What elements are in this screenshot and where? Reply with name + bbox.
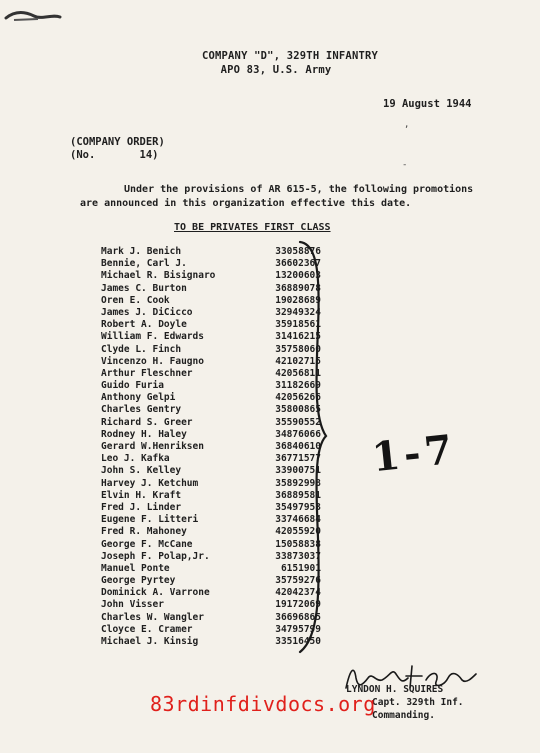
section-title: TO BE PRIVATES FIRST CLASS [174, 222, 331, 233]
body-paragraph-line-2: are announced in this organization effective this date. [80, 198, 412, 209]
signatory-title: Capt. 329th Inf. [372, 697, 464, 708]
roster-row [101, 453, 321, 465]
roster-row [101, 502, 321, 514]
soldier-name: Elvin H. Kraft [101, 489, 182, 501]
soldier-name: Guido Furia [101, 380, 164, 392]
soldier-name: Clyde L. Finch [101, 343, 182, 355]
roster-row [101, 319, 321, 331]
promotion-roster [101, 246, 321, 648]
soldier-name: Bennie, Carl J. [101, 258, 187, 270]
soldier-name: James J. DiCicco [101, 306, 193, 318]
serial-number: 33746684 [275, 514, 321, 526]
roster-row [101, 539, 321, 551]
roster-row [101, 307, 321, 319]
soldier-name: Harvey J. Ketchum [101, 477, 199, 489]
roster-row [101, 441, 321, 453]
roster-row [101, 490, 321, 502]
soldier-name: Dominick A. Varrone [101, 587, 210, 599]
serial-number: 15058838 [275, 538, 321, 550]
soldier-name: George F. McCane [101, 538, 193, 550]
scan-mark: , [404, 120, 410, 130]
soldier-name: Eugene F. Litteri [101, 514, 199, 526]
roster-row [101, 465, 321, 477]
serial-number: 36771577 [275, 453, 321, 465]
handwritten-brace-icon [296, 238, 336, 658]
serial-number: 36840610 [275, 441, 321, 452]
serial-number: 36889078 [275, 282, 321, 294]
soldier-name: John Visser [101, 599, 164, 611]
serial-number: 36889581 [275, 489, 321, 501]
scan-mark: - [402, 160, 408, 170]
serial-number: 42102715 [275, 355, 321, 367]
body-paragraph-line-1: Under the provisions of AR 615-5, the following promotions [124, 184, 474, 195]
serial-number: 42055920 [275, 526, 321, 538]
serial-number: 13200603 [275, 270, 321, 282]
serial-number: 33058876 [275, 246, 321, 257]
company-header: COMPANY "D", 329TH INFANTRY [201, 50, 379, 62]
soldier-name: Cloyce E. Cramer [101, 623, 193, 635]
serial-number: 35892998 [275, 477, 321, 489]
soldier-name: Fred R. Mahoney [101, 526, 187, 538]
serial-number: 19172069 [275, 599, 321, 611]
soldier-name: Fred J. Linder [101, 501, 182, 513]
soldier-name: Michael J. Kinsig [101, 636, 199, 647]
soldier-name: Gerard W.Henriksen [101, 441, 204, 452]
serial-number: 34795799 [275, 623, 321, 635]
roster-row [101, 258, 321, 270]
serial-number: 31416215 [275, 331, 321, 343]
roster-row [101, 331, 321, 343]
soldier-name: Mark J. Benich [101, 246, 182, 257]
roster-row [101, 392, 321, 404]
soldier-name: Richard S. Greer [101, 416, 193, 428]
serial-number: 36602367 [275, 258, 321, 270]
roster-row [101, 344, 321, 356]
apo-header: APO 83, U.S. Army [220, 64, 332, 76]
roster-row [101, 283, 321, 295]
soldier-name: George Pyrtey [101, 575, 176, 587]
soldier-name: William F. Edwards [101, 331, 204, 343]
roster-row [101, 551, 321, 563]
serial-number: 35800865 [275, 404, 321, 416]
roster-row [101, 514, 321, 526]
serial-number: 35759276 [275, 575, 321, 587]
serial-number: 33873037 [275, 550, 321, 562]
soldier-name: Robert A. Doyle [101, 319, 187, 331]
roster-row [101, 599, 321, 611]
roster-row [101, 380, 321, 392]
serial-number: 42042374 [275, 587, 321, 599]
serial-number: 32949324 [275, 306, 321, 318]
roster-row [101, 526, 321, 538]
serial-number: 6151901 [280, 562, 321, 574]
roster-row [101, 624, 321, 636]
roster-row [101, 429, 321, 441]
soldier-name: Arthur Fleschner [101, 367, 193, 379]
serial-number: 35918561 [275, 319, 321, 331]
company-order-label: (COMPANY ORDER) [70, 136, 165, 148]
serial-number: 35590552 [275, 416, 321, 428]
soldier-name: Leo J. Kafka [101, 453, 170, 465]
signatory-role: Commanding. [372, 710, 435, 721]
soldier-name: Rodney H. Haley [101, 428, 187, 440]
roster-row [101, 478, 321, 490]
order-date: 19 August 1944 [383, 98, 472, 110]
roster-row [101, 587, 321, 599]
serial-number: 35758060 [275, 343, 321, 355]
serial-number: 19028689 [275, 294, 321, 306]
serial-number: 35497953 [275, 501, 321, 513]
roster-row [101, 563, 321, 575]
soldier-name: Anthony Gelpi [101, 392, 176, 404]
roster-row [101, 636, 321, 648]
serial-number: 42056811 [275, 367, 321, 379]
watermark-text: 83rdinfdivdocs.org [150, 692, 376, 716]
soldier-name: Oren E. Cook [101, 294, 170, 306]
roster-row [101, 404, 321, 416]
roster-row [101, 417, 321, 429]
soldier-name: Joseph F. Polap,Jr. [101, 550, 210, 562]
serial-number: 33516450 [275, 636, 321, 647]
soldier-name: Vincenzo H. Faugno [101, 355, 204, 367]
roster-row [101, 368, 321, 380]
soldier-name: Michael R. Bisignaro [101, 270, 216, 282]
signatory-name: LYNDON H. SQUIRES [346, 684, 444, 695]
serial-number: 34876066 [275, 428, 321, 440]
roster-row [101, 575, 321, 587]
roster-row [101, 356, 321, 368]
order-number: (No. 14) [70, 149, 159, 161]
serial-number: 33900751 [275, 465, 321, 477]
roster-row [101, 612, 321, 624]
serial-number: 31182669 [275, 380, 321, 392]
roster-row [101, 295, 321, 307]
soldier-name: Manuel Ponte [101, 562, 170, 574]
soldier-name: James C. Burton [101, 282, 187, 294]
soldier-name: Charles Gentry [101, 404, 182, 416]
roster-row [101, 270, 321, 282]
roster-row [101, 246, 321, 258]
scan-smudge-icon [4, 6, 64, 26]
soldier-name: John S. Kelley [101, 465, 182, 477]
handwritten-note: 1-7 [369, 425, 459, 482]
serial-number: 36696865 [275, 611, 321, 623]
soldier-name: Charles W. Wangler [101, 611, 204, 623]
serial-number: 42056266 [275, 392, 321, 404]
